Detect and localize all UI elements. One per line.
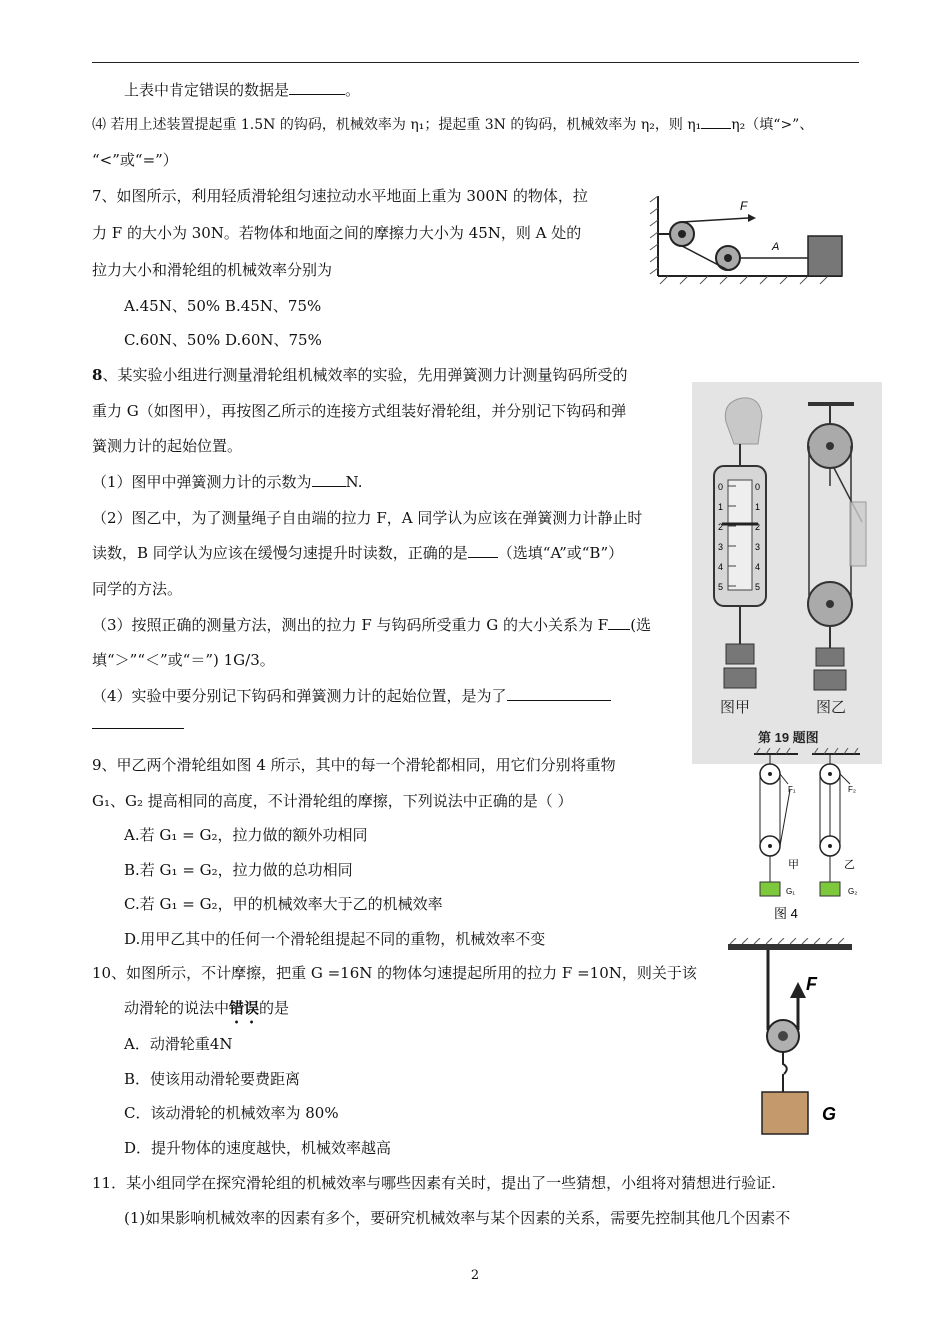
figure-q10 — [726, 938, 856, 1138]
q8-part4: （4）实验中要分别记下钩码和弹簧测力计的起始位置，是为了 — [92, 686, 611, 706]
q8-part4-b — [92, 714, 184, 734]
blank — [312, 472, 346, 487]
tick-label: 4 — [718, 562, 724, 572]
weight-g1 — [760, 882, 780, 896]
tick-label: 5 — [718, 582, 724, 592]
blank — [507, 686, 611, 701]
label-f2: F₂ — [848, 785, 856, 794]
label-a: A — [772, 241, 780, 253]
figure-q9 — [748, 748, 866, 926]
line-02: ⑷ 若用上述装置提起重 1.5N 的钩码，机械效率为 η₁；提起重 3N 的钩码，机械效率为 η₂，则 η₁ η₂（填“>”、 — [92, 114, 813, 135]
q9-stem-2: G₁、G₂ 提高相同的高度，不计滑轮组的摩擦，下列说法中正确的是（ ） — [92, 792, 573, 810]
page-number: 2 — [470, 1268, 480, 1283]
q7-options-ab: A.45N、50% B.45N、75% — [124, 297, 322, 315]
q10-stem-2: 动滑轮的说法中错误的是 — [124, 999, 290, 1017]
q7-stem: 7、如图所示，利用轻质滑轮组匀速拉动水平地面上重为 300N 的物体，拉 — [92, 187, 588, 205]
tick-label: 0 — [718, 482, 724, 492]
label-g1: G₁ — [786, 887, 795, 896]
block-g — [762, 1092, 808, 1134]
q10-stem: 10、如图所示，不计摩擦，把重 G =16N 的物体匀速提起所用的拉力 F =10N，则关于该 — [92, 964, 697, 982]
tick-label: 3 — [755, 542, 761, 552]
figure-caption: 第 19 题图 — [758, 730, 819, 745]
line-03: “<”或“=”） — [92, 151, 178, 169]
line-01: 上表中肯定错误的数据是 。 — [124, 81, 361, 99]
q11-part1: (1)如果影响机械效率的因素有多个，要研究机械效率与某个因素的关系，需要先控制其他几个因素不 — [124, 1209, 791, 1227]
header-rule — [92, 62, 859, 63]
q8-stem-2: 重力 G（如图甲），再按图乙所示的连接方式组装好滑轮组，并分别记下钩码和弹 — [92, 402, 627, 420]
tick-label: 1 — [755, 502, 761, 512]
hook-weight — [816, 648, 844, 666]
q8-stem-3: 簧测力计的起始位置。 — [92, 437, 243, 455]
tick-label: 1 — [718, 502, 724, 512]
q8-part3: （3）按照正确的测量方法，测出的拉力 F 与钩码所受重力 G 的大小关系为 F (选 — [92, 616, 652, 634]
q7-stem-3: 拉力大小和滑轮组的机械效率分别为 — [92, 261, 333, 279]
blank — [468, 543, 498, 558]
blank — [289, 80, 345, 95]
label-jia: 甲 — [788, 859, 799, 871]
tick-label: 0 — [755, 482, 761, 492]
label-g2: G₂ — [848, 887, 858, 896]
q10-option-b: B．使该用动滑轮要费距离 — [124, 1070, 301, 1088]
label-yi: 乙 — [844, 859, 855, 871]
label-yi: 图乙 — [816, 699, 847, 716]
label-f1: F₁ — [788, 785, 796, 794]
tick-label: 2 — [755, 522, 761, 532]
hook-weight — [726, 644, 754, 664]
q8-part2-c: 同学的方法。 — [92, 580, 183, 598]
q8-part1: （1）图甲中弹簧测力计的示数为 N. — [92, 473, 363, 491]
q7-stem-2: 力 F 的大小为 30N。若物体和地面之间的摩擦力大小为 45N，则 A 处的 — [92, 224, 582, 242]
tick-label: 3 — [718, 542, 724, 552]
q8-part2-b: 读数，B 同学认为应该在缓慢匀速提升时读数，正确的是 （选填“A”或“B”） — [92, 544, 624, 562]
q10-option-c: C．该动滑轮的机械效率为 80% — [124, 1104, 339, 1122]
q8-part2: （2）图乙中，为了测量绳子自由端的拉力 F，A 同学认为应该在弹簧测力计静止时 — [92, 509, 643, 527]
figure-q7 — [630, 186, 860, 292]
hook-weight — [814, 670, 846, 690]
q9-option-a: A.若 G₁ = G₂，拉力做的额外功相同 — [124, 826, 368, 844]
label-jia: 图甲 — [720, 699, 751, 716]
hook-weight — [724, 668, 756, 688]
q9-option-d: D.用甲乙其中的任何一个滑轮组提起不同的重物，机械效率不变 — [124, 930, 546, 948]
label-g: G — [822, 1104, 837, 1124]
block — [808, 236, 842, 276]
tick-label: 5 — [755, 582, 761, 592]
q10-option-d: D．提升物体的速度越快，机械效率越高 — [124, 1139, 392, 1157]
q8-stem: 8、某实验小组进行测量滑轮组机械效率的实验，先用弹簧测力计测量钩码所受的 — [92, 366, 628, 384]
blank — [608, 615, 630, 630]
q8-part3-b: 填“＞”“＜”或“＝”) 1G/3。 — [92, 651, 275, 669]
q9-option-b: B.若 G₁ = G₂，拉力做的总功相同 — [124, 861, 353, 879]
q11-stem: 11．某小组同学在探究滑轮组的机械效率与哪些因素有关时，提出了一些猜想，小组将对猜想进行验证. — [92, 1174, 776, 1192]
q7-options-cd: C.60N、50% D.60N、75% — [124, 331, 322, 349]
label-f: F — [740, 199, 748, 213]
blank — [701, 114, 731, 129]
figure-q8 — [692, 382, 882, 764]
weight-g2 — [820, 882, 840, 896]
figure-caption: 图 4 — [774, 906, 798, 921]
tick-label: 4 — [755, 562, 761, 572]
label-f: F — [806, 974, 817, 994]
tick-label: 2 — [718, 522, 724, 532]
q9-option-c: C.若 G₁ = G₂，甲的机械效率大于乙的机械效率 — [124, 895, 443, 913]
blank — [92, 714, 184, 729]
q10-option-a: A．动滑轮重4N — [124, 1035, 233, 1053]
q9-stem: 9、甲乙两个滑轮组如图 4 所示，其中的每一个滑轮都相同，用它们分别将重物 — [92, 756, 616, 774]
